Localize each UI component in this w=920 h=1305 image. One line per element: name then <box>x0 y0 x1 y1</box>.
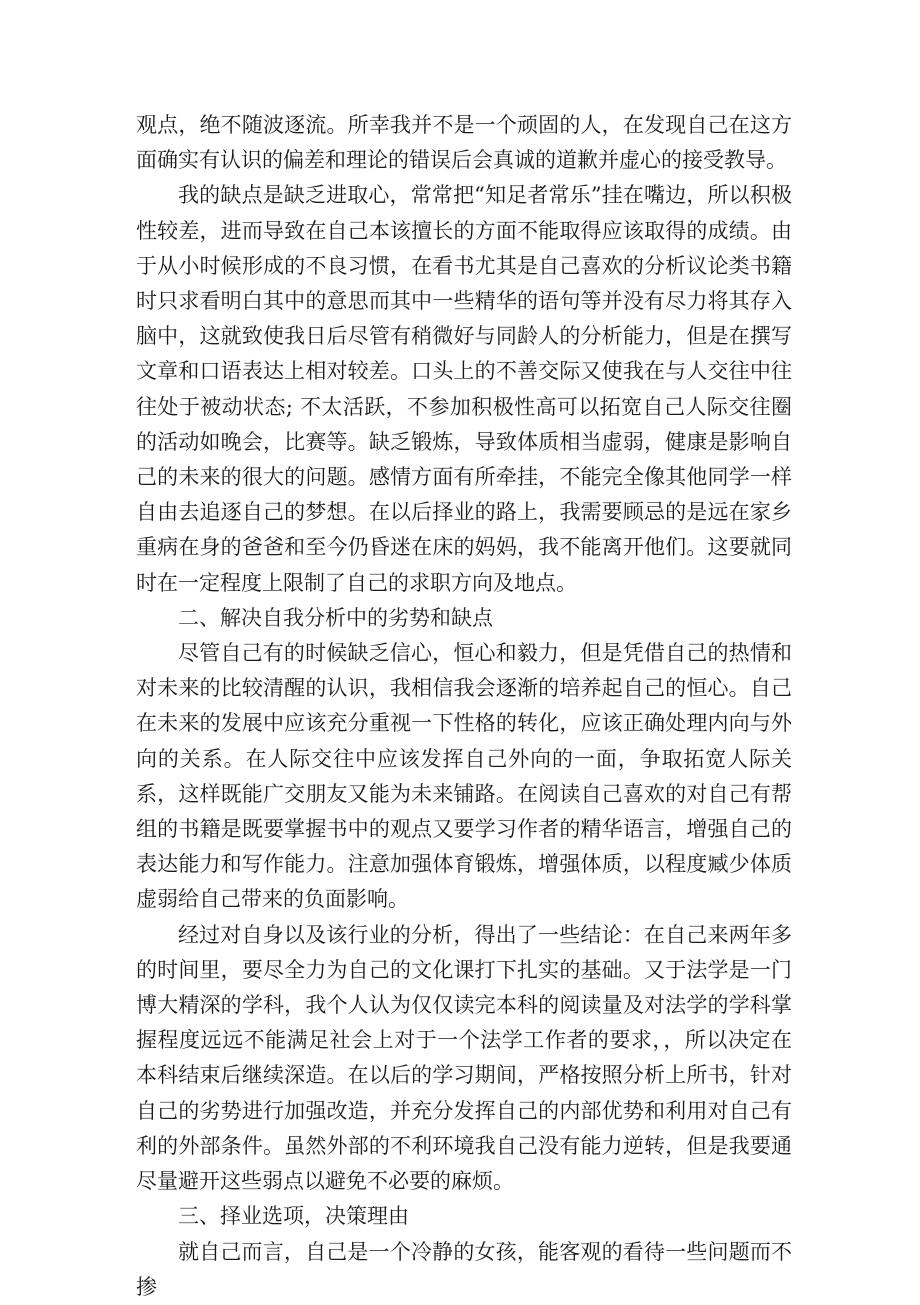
paragraph-continuation: 观点，绝不随波逐流。所幸我并不是一个顽固的人，在发现自己在这方面确实有认识的偏差和理论的错误后会真诚的道歉并虚心的接受教导。 <box>136 113 792 173</box>
paragraph-conclusions: 经过对自身以及该行业的分析，得出了一些结论：在自己来两年多的时间里，要尽全力为自己的文化课打下扎实的基础。又于法学是一门博大精深的学科，我个人认为仅仅读完本科的阅读量及对法学的学科掌握程度远远不能满足社会上对于一个法学工作者的要求，，所以决定在本科结束后继续深造。在以后的学习期间，严格按照分析上所书，针对自己的劣势进行加强改造，并充分发挥自己的内部优势和利用对自己有利的外部条件。虽然外部的不利环境我自己没有能力逆转，但是我要通尽量避开这些弱点以避免不必要的麻烦。 <box>136 922 792 1194</box>
section-heading-3: 三、择业选项，决策理由 <box>178 1204 409 1229</box>
document-body <box>136 108 792 1305</box>
section-heading-2: 二、解决自我分析中的劣势和缺点 <box>178 605 493 630</box>
paragraph-weaknesses: 我的缺点是缺乏进取心，常常把“知足者常乐”挂在嘴边，所以积极性较差，进而导致在自己本该擅长的方面不能取得应该取得的成绩。由于从小时候形成的不良习惯，在看书尤其是自己喜欢的分析议论类书籍时只求看明白其中的意思而其中一些精华的语句等并没有尽力将其存入脑中，这就致使我日后尽管有稍微好与同龄人的分析能力，但是在撰写文章和口语表达上相对较差。口头上的不善交际又使我在与人交往中往往处于被动状态; 不太活跃，不参加积极性高可以拓宽自己人际交往圈的活动如晚会，比赛等。缺乏锻炼，导致体质相当虚弱，健康是影响自己的未来的很大的问题。感情方面有所牵挂，不能完全像其他同学一样自由去追逐自己的梦想。在以后择业的路上，我需要顾忌的是远在家乡重病在身的爸爸和至今仍昏迷在床的妈妈，我不能离开他们。这要就同时在一定程度上限制了自己的求职方向及地点。 <box>136 183 792 595</box>
paragraph-solutions: 尽管自己有的时候缺乏信心，恒心和毅力，但是凭借自己的热情和对未来的比较清醒的认识，我相信我会逐渐的培养起自己的恒心。自己在未来的发展中应该充分重视一下性格的转化，应该正确处理内向与外向的关系。在人际交往中应该发挥自己外向的一面，争取拓宽人际关系，这样既能广交朋友又能为未来铺路。在阅读自己喜欢的对自己有帮组的书籍是既要掌握书中的观点又要学习作者的精华语言，增强自己的表达能力和写作能力。注意加强体育锻炼，增强体质，以程度臧少体质虚弱给自己带来的负面影响。 <box>136 641 792 912</box>
paragraph-career-choice: 就自己而言，自己是一个冷静的女孩，能客观的看待一些问题而不掺 <box>136 1239 792 1299</box>
